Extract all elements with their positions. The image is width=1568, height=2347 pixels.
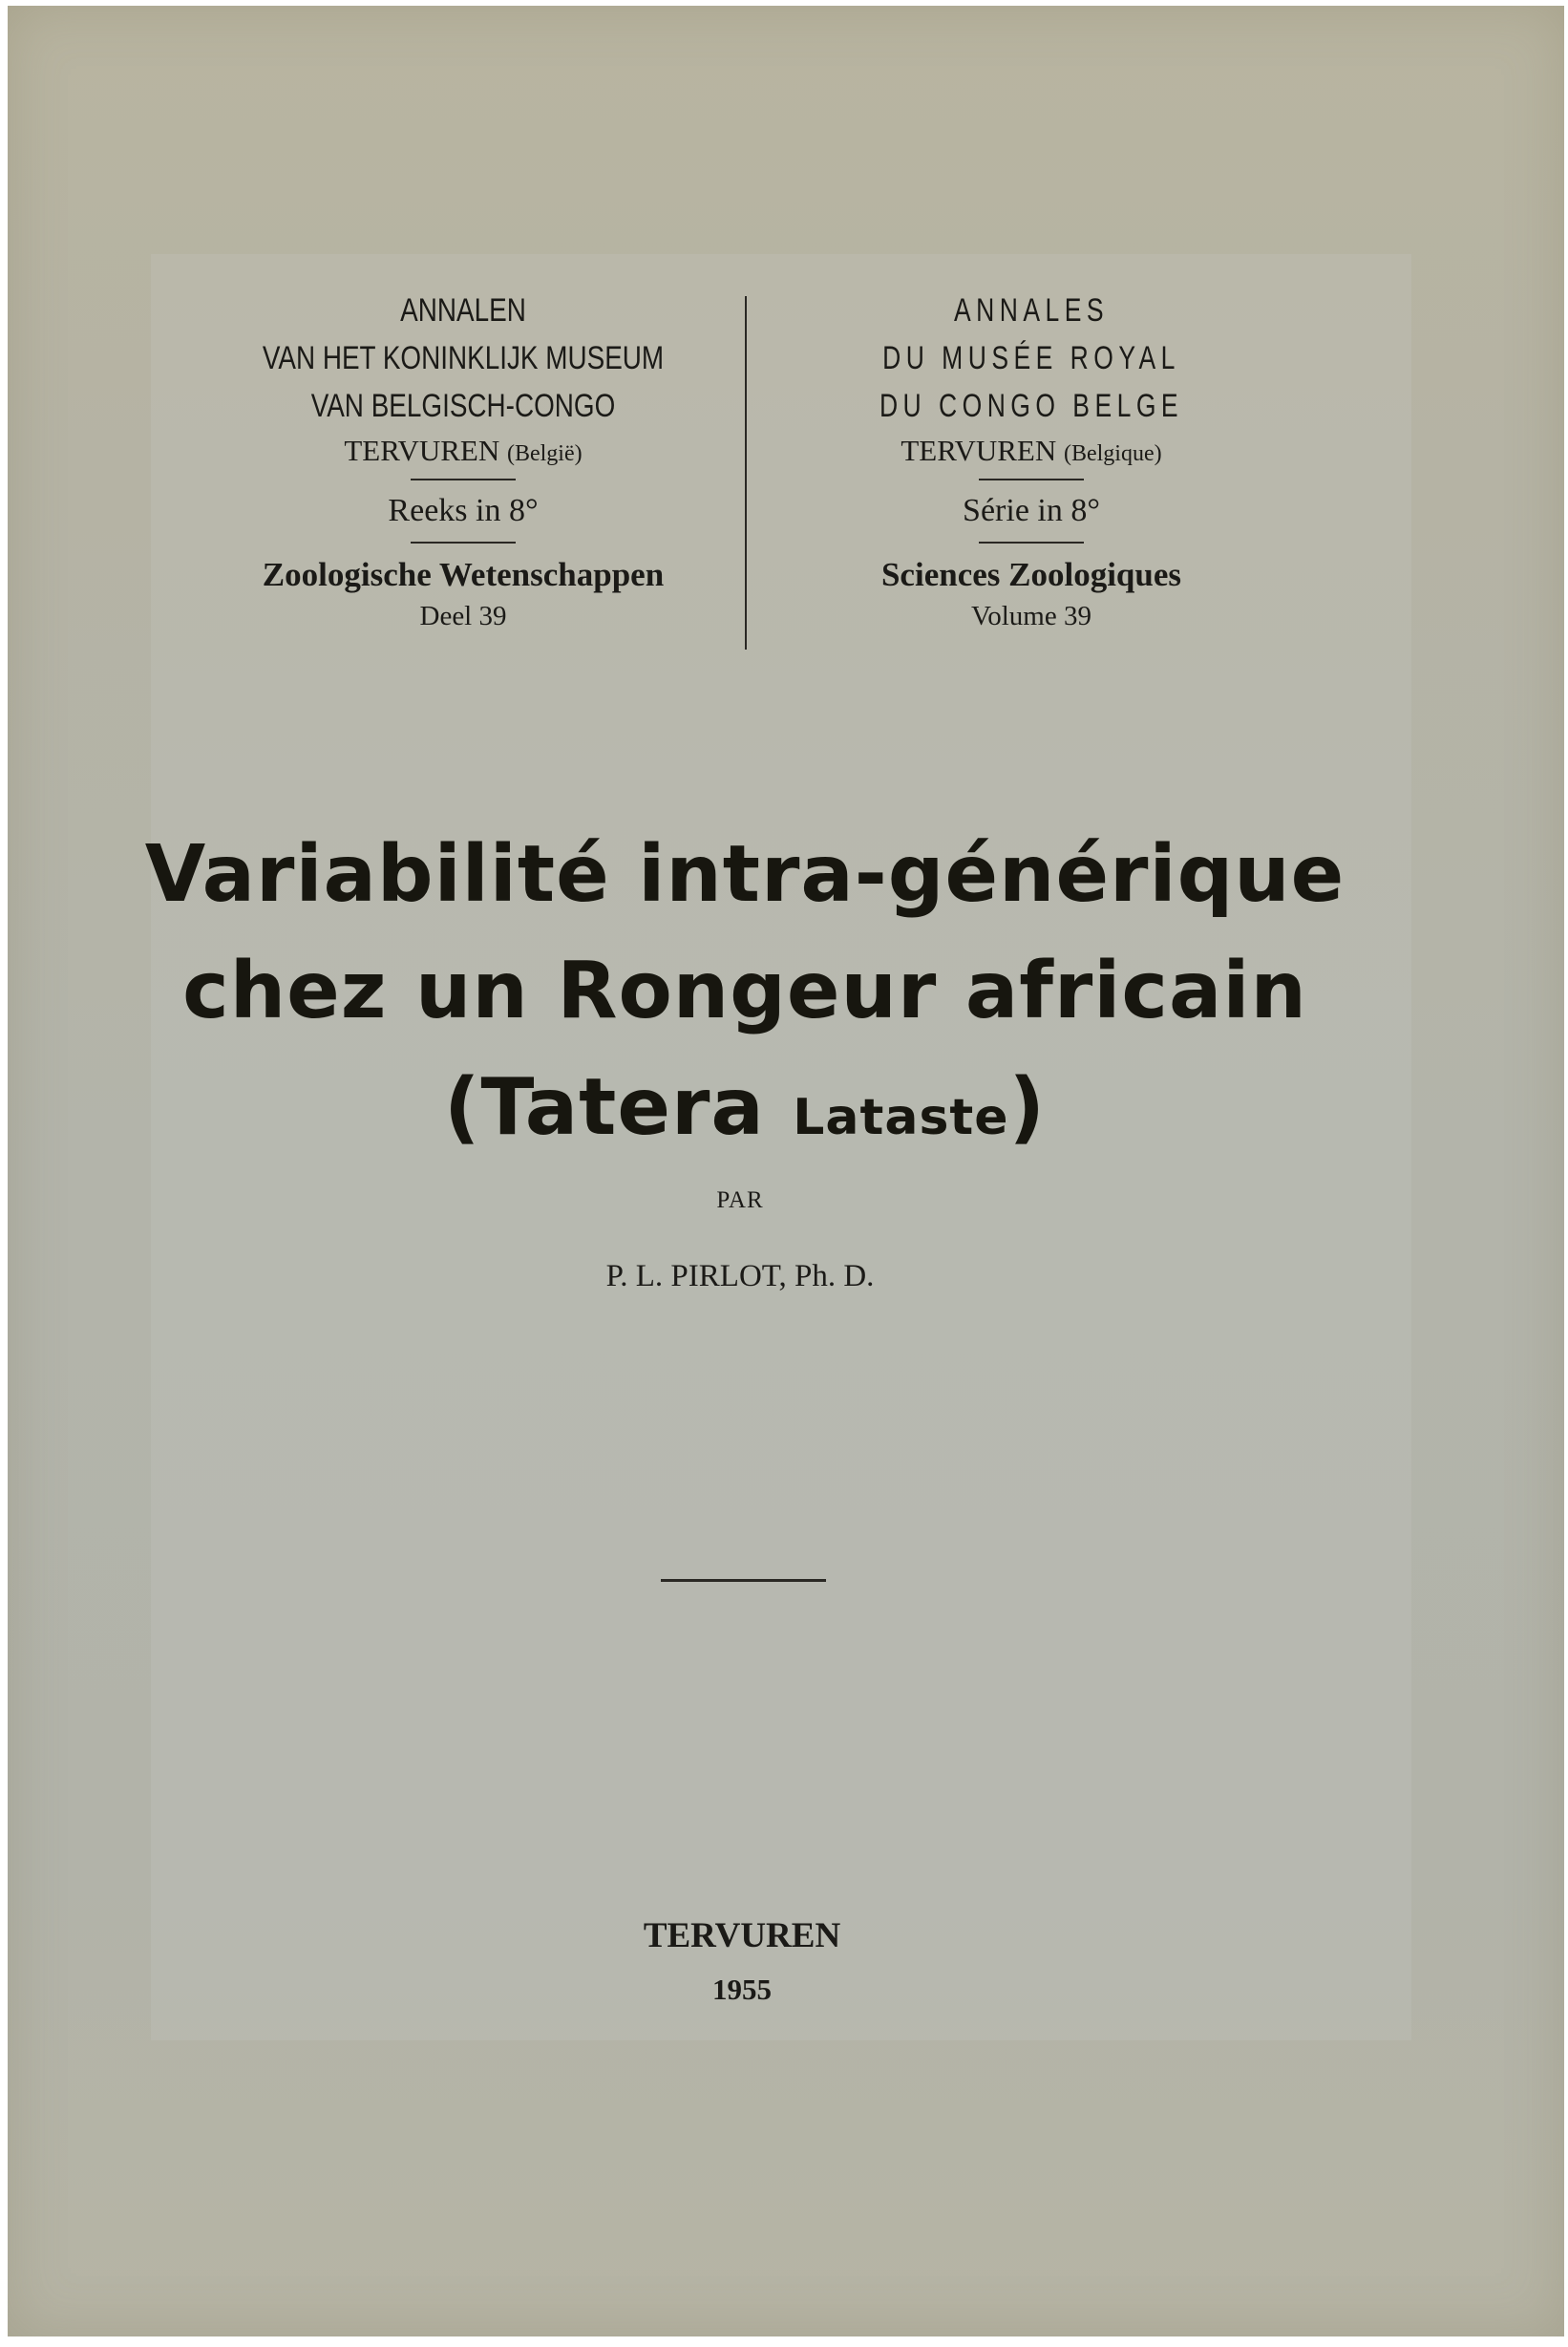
left-header-line2: VAN HET KONINKLIJK MUSEUM — [262, 340, 665, 376]
right-header-block — [773, 287, 1289, 635]
left-header-series: Reeks in 8° — [388, 493, 539, 528]
byline-author: P. L. PIRLOT, Ph. D. — [605, 1259, 875, 1293]
title-authority: Lataste — [793, 1089, 1009, 1146]
imprint-year: 1955 — [712, 1973, 772, 2006]
right-header-field: Sciences Zoologiques — [880, 556, 1182, 593]
left-header-city: TERVUREN — [344, 434, 500, 467]
title-line1: Variabilité intra-générique — [144, 829, 1346, 920]
left-header-country: (België) — [506, 441, 583, 466]
center-rule — [661, 1579, 826, 1582]
right-header-city: TERVUREN — [901, 434, 1057, 467]
right-header-line2: DU MUSÉE ROYAL — [882, 340, 1180, 376]
right-header-city-line — [773, 432, 1289, 473]
left-header-line1: ANNALEN — [400, 292, 526, 329]
right-header-rule — [979, 479, 1084, 480]
left-header-line3: VAN BELGISCH-CONGO — [310, 388, 616, 424]
left-header-field: Zoologische Wetenschappen — [262, 556, 665, 593]
title-genus: (Tatera — [443, 1062, 765, 1153]
right-header-line1: ANNALES — [953, 292, 1110, 329]
right-header-rule-2 — [979, 542, 1084, 544]
right-header-volume: Volume 39 — [971, 601, 1091, 631]
left-header-rule — [411, 479, 516, 480]
left-header-rule-2 — [411, 542, 516, 544]
imprint-place: TERVUREN — [643, 1916, 841, 1955]
title-line2: chez un Rongeur africain — [182, 946, 1307, 1036]
title-line3 — [143, 1050, 1346, 1176]
right-header-line3: DU CONGO BELGE — [879, 388, 1184, 424]
title-close-paren: ) — [1008, 1062, 1047, 1153]
right-header-country: (Belgique) — [1063, 441, 1162, 466]
right-header-series: Série in 8° — [963, 493, 1100, 528]
left-header-city-line — [205, 432, 721, 473]
header-divider — [745, 296, 747, 650]
left-header-volume: Deel 39 — [419, 601, 507, 631]
left-header-block — [205, 287, 721, 635]
book-title — [143, 817, 1346, 1176]
byline-par: PAR — [716, 1187, 764, 1213]
